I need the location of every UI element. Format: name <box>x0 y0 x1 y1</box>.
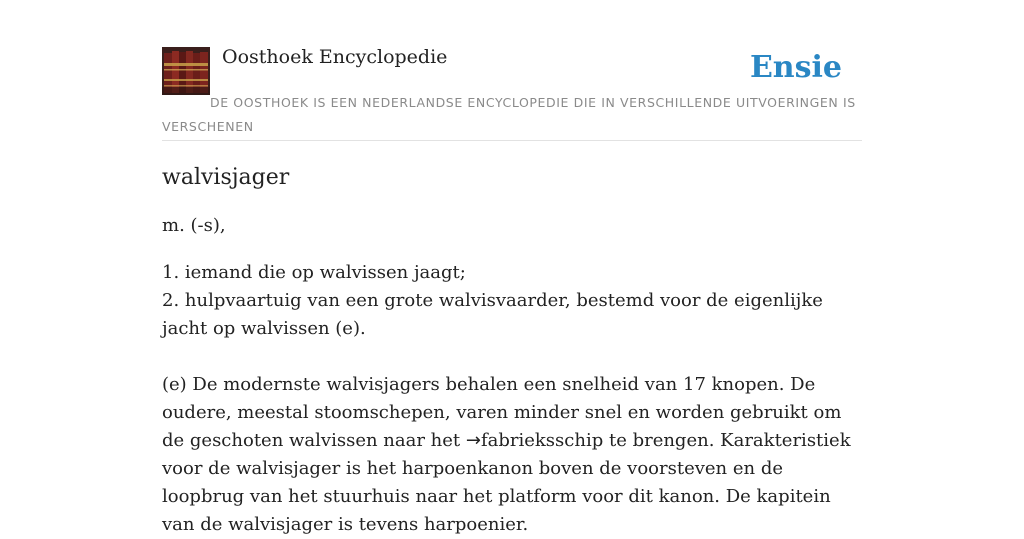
brand-logo[interactable]: Ensie <box>749 50 842 85</box>
fabrieksschip-link[interactable] <box>466 430 603 451</box>
headword: walvisjager <box>162 165 290 190</box>
body-text: (e) De modernste walvisjagers behalen een snelheid van 17 knopen. De oudere, meestal stoomschepen, varen minder snel en worden gebruikt om de geschoten walvissen naar het <box>162 374 842 451</box>
encyclopedia-books-icon[interactable] <box>162 47 210 95</box>
definition-item: 2. hulpvaartuig van een grote walvisvaarder, bestemd voor de eigenlijke jacht op walvissen (e). <box>162 290 823 339</box>
cross-reference-arrow-icon: → <box>465 430 481 451</box>
article <box>162 160 867 539</box>
body-text: te brengen. Karakteristiek voor de walvisjager is het harpoenkanon boven de voorsteven en de loopbrug van het stuurhuis naar het platform voor dit kanon. De kapitein van de walvisjager is tevens harpoenier. <box>162 430 851 535</box>
paragraph-spacer <box>162 343 867 371</box>
source-title[interactable]: Oosthoek Encyclopedie <box>222 46 448 68</box>
definition-list <box>162 259 867 343</box>
grammar-info: m. (-s), <box>162 215 226 236</box>
source-tagline: DE OOSTHOEK IS EEN NEDERLANDSE ENCYCLOPEDIE DIE IN VERSCHILLENDE UITVOERINGEN IS VERSCHENEN <box>162 95 856 134</box>
definition-item: 1. iemand die op walvissen jaagt; <box>162 262 466 283</box>
header <box>162 46 862 141</box>
link-text: fabrieksschip <box>480 430 604 451</box>
article-body <box>162 371 867 539</box>
